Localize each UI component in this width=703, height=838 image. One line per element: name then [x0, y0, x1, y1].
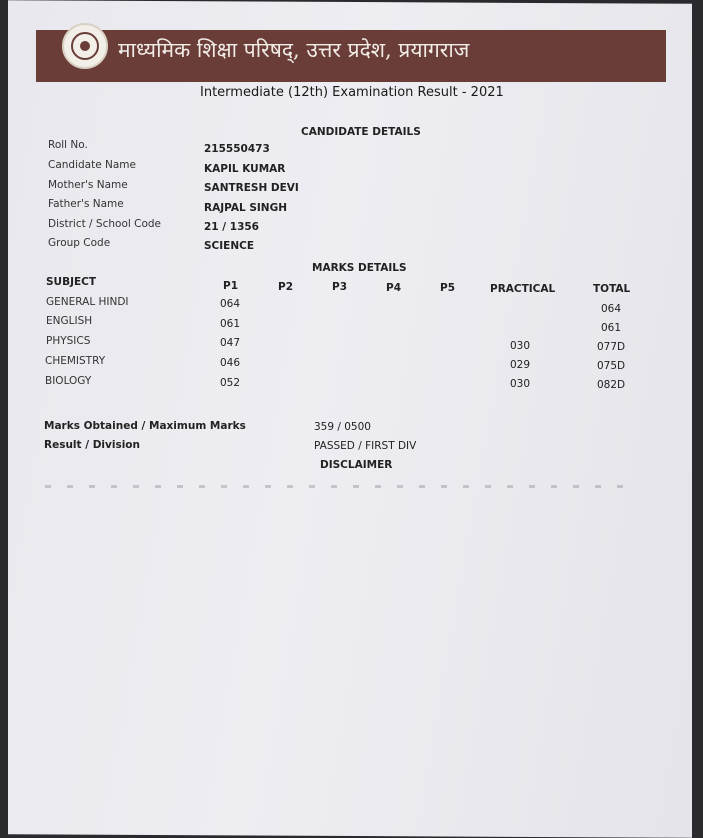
row-subject: ENGLISH	[46, 315, 93, 327]
col-header-p4: P4	[386, 282, 402, 294]
col-header-p1: P1	[223, 280, 239, 292]
field-value-roll: 215550473	[204, 143, 270, 155]
field-value-district: 21 / 1356	[204, 221, 259, 233]
field-value-father: RAJPAL SINGH	[204, 202, 287, 214]
board-emblem-icon	[62, 23, 108, 69]
row-p1: 046	[220, 357, 241, 369]
candidate-section-title: CANDIDATE DETAILS	[301, 126, 421, 138]
col-header-p3: P3	[332, 281, 348, 293]
disclaimer-heading: DISCLAIMER	[320, 459, 393, 471]
row-practical: 030	[510, 378, 531, 390]
row-total: 061	[601, 322, 622, 334]
field-label-father: Father's Name	[48, 198, 124, 210]
field-label-district: District / School Code	[48, 218, 162, 230]
marks-section-title: MARKS DETAILS	[312, 262, 407, 274]
exam-title: Intermediate (12th) Examination Result - 2021	[200, 85, 504, 100]
row-subject: BIOLOGY	[45, 375, 92, 387]
row-subject: GENERAL HINDI	[46, 296, 129, 308]
row-p1: 052	[220, 377, 241, 389]
marks-obtained-label: Marks Obtained / Maximum Marks	[44, 420, 246, 432]
row-practical: 029	[510, 359, 531, 371]
field-value-name: KAPIL KUMAR	[204, 163, 286, 175]
field-label-roll: Roll No.	[48, 139, 88, 151]
row-total: 064	[601, 303, 622, 315]
row-p1: 047	[220, 337, 241, 349]
row-practical: 030	[510, 340, 531, 352]
marks-obtained-value: 359 / 0500	[314, 421, 371, 433]
col-header-total: TOTAL	[593, 283, 631, 295]
result-label: Result / Division	[44, 439, 140, 451]
disclaimer-text-faint	[45, 485, 635, 488]
field-value-mother: SANTRESH DEVI	[204, 182, 299, 194]
row-p1: 064	[220, 298, 241, 310]
col-header-practical: PRACTICAL	[490, 283, 556, 295]
row-total: 082D	[597, 379, 626, 391]
row-p1: 061	[220, 318, 241, 330]
field-label-name: Candidate Name	[48, 159, 136, 171]
field-label-mother: Mother's Name	[48, 179, 128, 191]
field-label-group: Group Code	[48, 237, 111, 249]
board-name: माध्यमिक शिक्षा परिषद्, उत्तर प्रदेश, प्रयागराज	[118, 38, 470, 62]
row-subject: CHEMISTRY	[45, 355, 106, 367]
col-header-p2: P2	[278, 281, 294, 293]
result-value: PASSED / FIRST DIV	[314, 440, 417, 452]
col-header-subject: SUBJECT	[46, 276, 97, 288]
col-header-p5: P5	[440, 282, 456, 294]
field-value-group: SCIENCE	[204, 240, 255, 252]
row-subject: PHYSICS	[46, 335, 91, 347]
row-total: 075D	[597, 360, 626, 372]
row-total: 077D	[597, 341, 626, 353]
